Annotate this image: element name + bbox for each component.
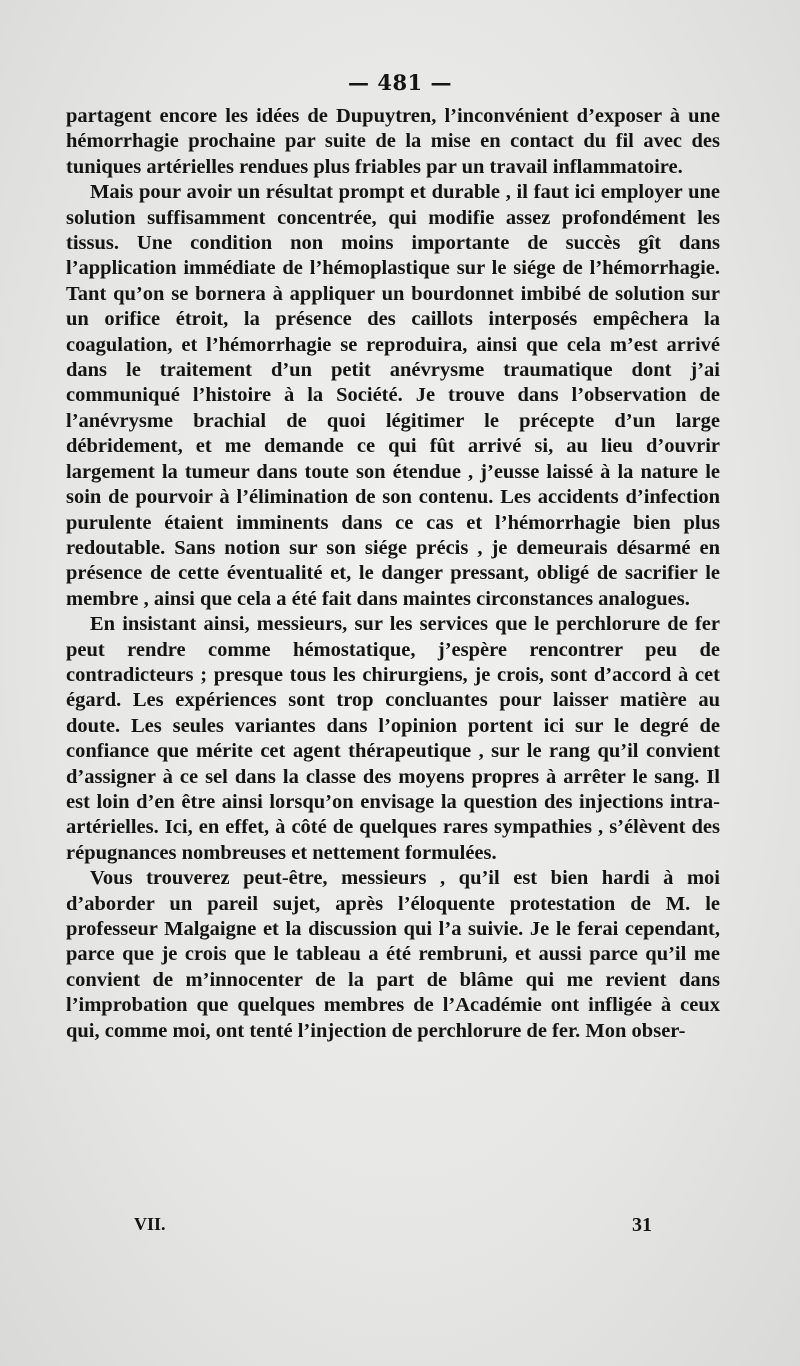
signature-number: 31 — [632, 1214, 652, 1236]
page-number: — 481 — — [348, 70, 452, 95]
paragraph-perchlorure: En insistant ainsi, messieurs, sur les services que le perchlorure de fer peut rendre comme hémostatique, j’espère rencontrer peu de contradicteurs ; presque tous les chirurgiens, je crois, sont d’accord à cet égard. Les expériences sont trop concluantes pour laisser matière au doute. Les seules variantes dans l’opinion portent ici sur le degré de confiance que mérite cet agent thérapeutique , sur le rang qu’il convient d’assigner à ce sel dans la classe des moyens propres à arrêter le sang. Il est loin d’en être ainsi lorsqu’on envisage la question des injections intra-artérielles. Ici, en effet, à côté de quelques rares sympathies , s’élèvent des répugnances nombreuses et nettement formulées. — [66, 613, 720, 864]
signature-mark: VII. — [134, 1214, 166, 1234]
paragraph-injection: Vous trouverez peut-être, messieurs , qu’il est bien hardi à moi d’aborder un pareil sujet, après l’éloquente protestation de M. le professeur Malgaigne et la discussion qui l’a suivie. Je le ferai cependant, parce que je crois que le tableau a été rembruni, et aussi parce qu’il me convient de m’innocenter de la part de blâme qui me revient dans l’improbation que quelques membres de l’Académie ont infligée à ceux qui, comme moi, ont tenté l’injection de perchlorure de fer. Mon obser- — [66, 867, 720, 1042]
paragraph-continued: partagent encore les idées de Dupuytren, l’inconvénient d’exposer à une hémorrhagie prochaine par suite de la mise en contact du fil avec des tuniques artérielles rendues plus friables par un travail inflammatoire. — [66, 105, 720, 178]
body-text — [66, 104, 720, 1044]
paragraph-solution: Mais pour avoir un résultat prompt et durable , il faut ici employer une solution suffisamment concentrée, qui modifie assez profondément les tissus. Une condition non moins importante de succès gît dans l’application immédiate de l’hémoplastique sur le siége de l’hémorrhagie. Tant qu’on se bornera à appliquer un bourdonnet imbibé de solution sur un orifice étroit, la présence des caillots interposés empêchera la coagulation, et l’hémorrhagie se reproduira, ainsi que cela m’est arrivé dans le traitement d’un petit anévrysme traumatique dont j’ai communiqué l’histoire à la Société. Je trouve dans l’observation de l’anévrysme brachial de quoi légitimer le précepte d’un large débridement, et me demande ce qui fût arrivé si, au lieu d’ouvrir largement la tumeur dans toute son étendue , j’eusse laissé à la nature le soin de pourvoir à l’élimination de son contenu. Les accidents d’infection purulente étaient imminents dans ce cas et l’hémorrhagie bien plus redoutable. Sans notion sur son siége précis , je demeurais désarmé en présence de cette éventualité et, le danger pressant, obligé de sacrifier le membre , ainsi que cela a été fait dans maintes circonstances analogues. — [66, 181, 720, 610]
page-footer — [0, 1214, 800, 1244]
